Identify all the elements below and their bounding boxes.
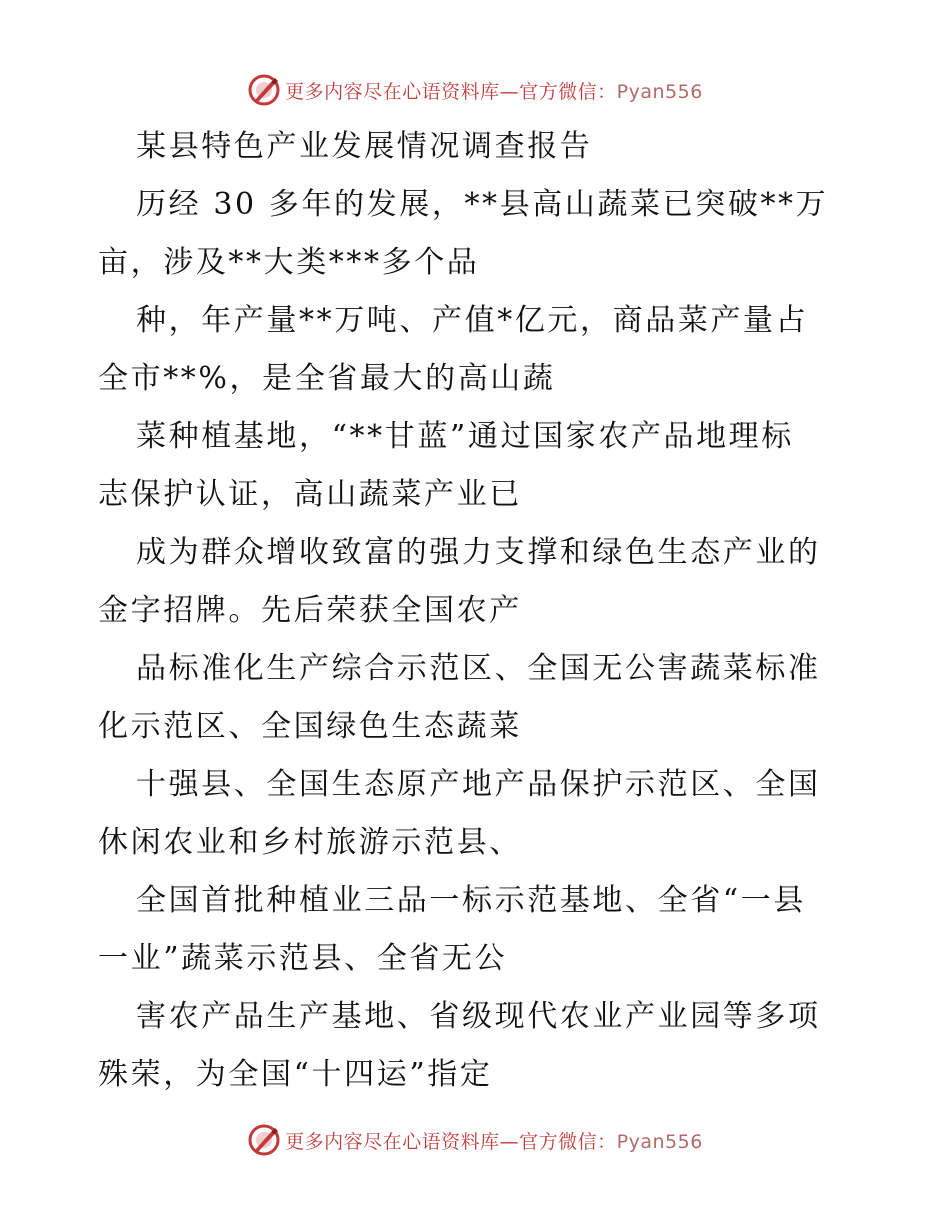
paragraph-line: 志保护认证，高山蔬菜产业已 xyxy=(98,477,522,512)
document-body xyxy=(98,118,858,1104)
footer-watermark-banner xyxy=(0,1120,950,1160)
paragraph-line: 历经 30 多年的发展，**县高山蔬菜已突破**万 xyxy=(136,187,829,222)
paragraph-line: 全国首批种植业三品一标示范基地、全省“一县 xyxy=(136,883,806,918)
paragraph-line: 品标准化生产综合示范区、全国无公害蔬菜标准 xyxy=(136,651,821,686)
paragraph-line: 菜种植基地，“**甘蓝”通过国家农产品地理标 xyxy=(136,419,794,454)
pen-logo-icon xyxy=(247,1123,281,1157)
paragraph-line: 十强县、全国生态原产地产品保护示范区、全国 xyxy=(136,767,821,802)
footer-watermark-label: 更多内容尽在心语资料库—官方微信： xyxy=(285,1130,617,1153)
paragraph-line: 亩，涉及**大类***多个品 xyxy=(98,245,480,280)
paragraph-line: 殊荣，为全国“十四运”指定 xyxy=(98,1057,493,1092)
paragraph-line: 一业”蔬菜示范县、全省无公 xyxy=(98,941,508,976)
paragraph-line: 全市**%，是全省最大的高山蔬 xyxy=(98,361,556,396)
footer-wechat-id: Pyan556 xyxy=(616,1130,703,1153)
paragraph-line: 休闲农业和乡村旅游示范县、 xyxy=(98,825,522,860)
paragraph-line: 种，年产量**万吨、产值*亿元，商品菜产量占 xyxy=(136,303,809,338)
header-wechat-id: Pyan556 xyxy=(616,80,703,103)
pen-logo-icon xyxy=(247,73,281,107)
paragraph-line: 化示范区、全国绿色生态蔬菜 xyxy=(98,709,522,744)
paragraph-line: 害农产品生产基地、省级现代农业产业园等多项 xyxy=(136,999,821,1034)
footer-watermark-text xyxy=(285,1127,703,1154)
document-title: 某县特色产业发展情况调查报告 xyxy=(136,129,593,164)
header-watermark-banner xyxy=(0,70,950,110)
paragraph-line: 金字招牌。先后荣获全国农产 xyxy=(98,593,522,628)
header-watermark-text xyxy=(285,77,703,104)
header-watermark-label: 更多内容尽在心语资料库—官方微信： xyxy=(285,80,617,103)
paragraph-line: 成为群众增收致富的强力支撑和绿色生态产业的 xyxy=(136,535,821,570)
